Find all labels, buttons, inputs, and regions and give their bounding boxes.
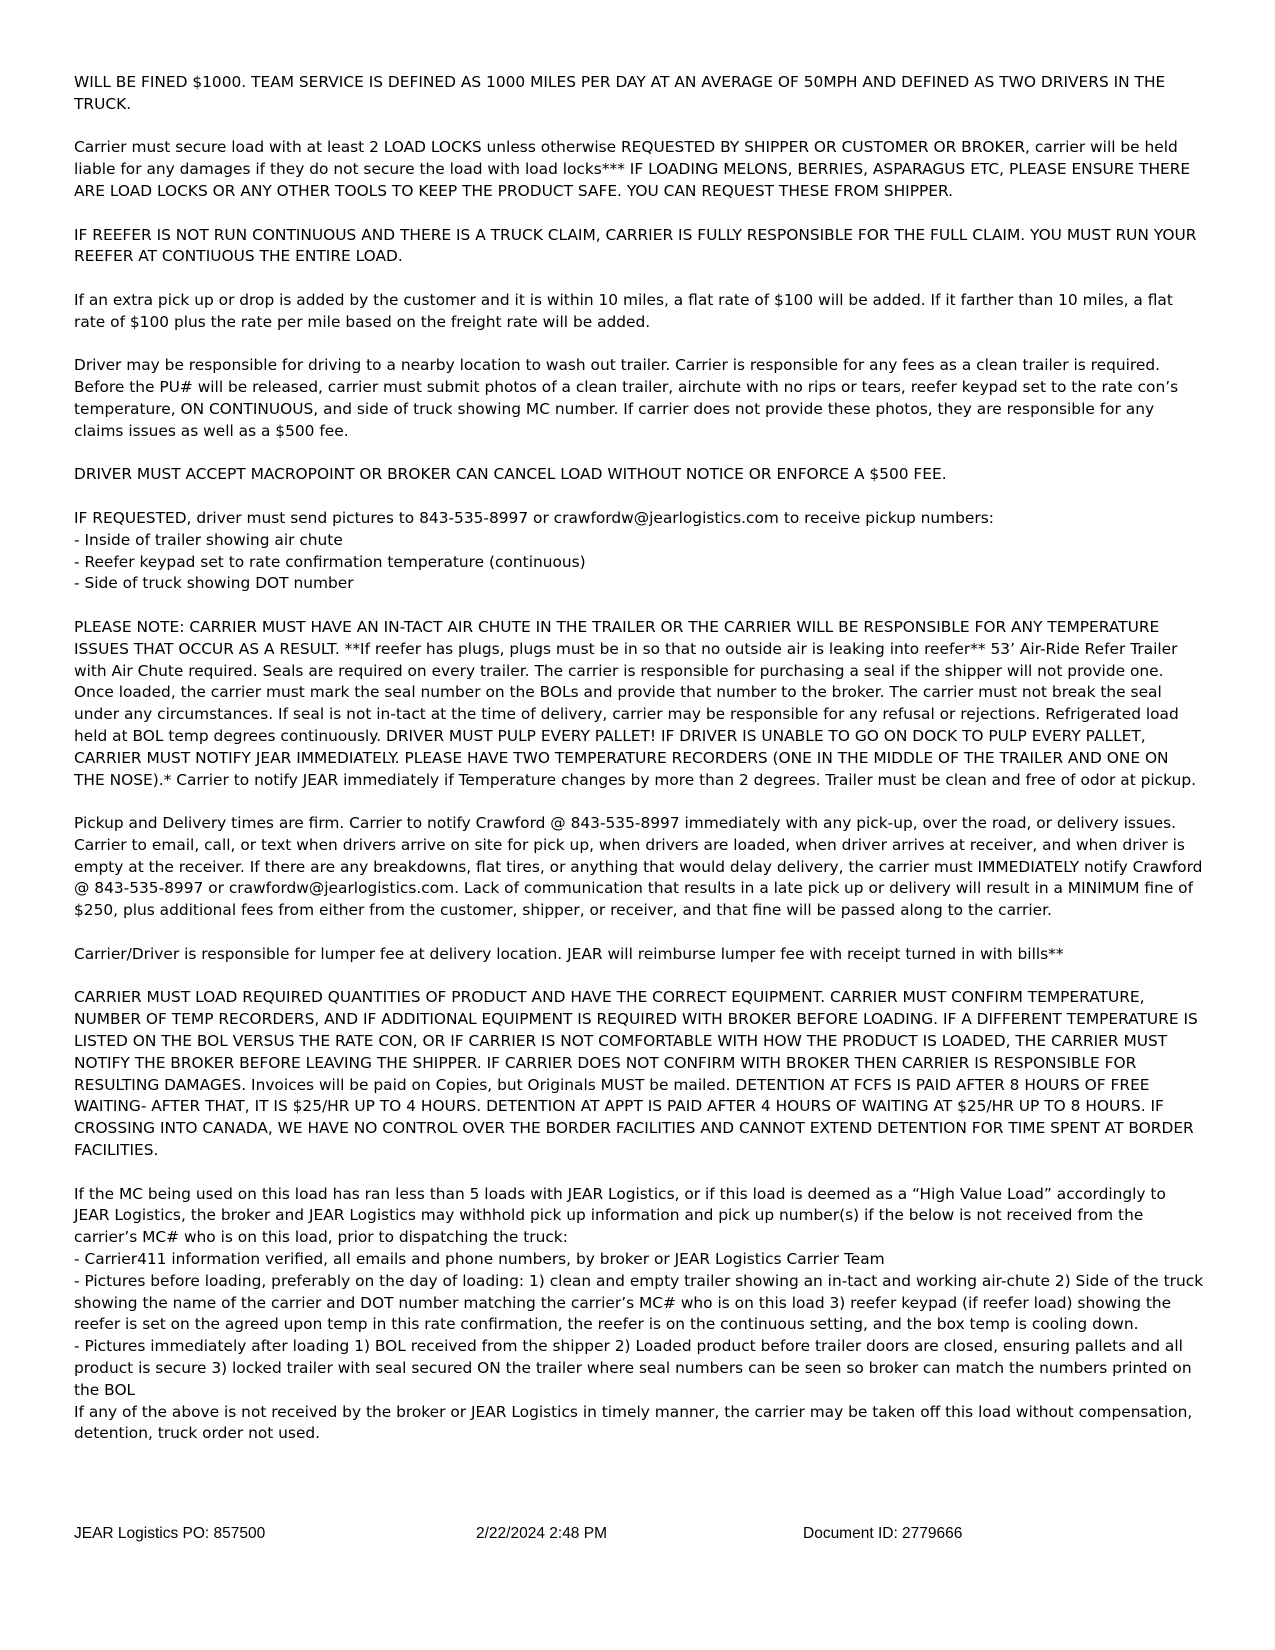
paragraph-line: If the MC being used on this load has ran less than 5 loads with JEAR Logistics, or if this load is deemed as a “High Value Load” accordingly to JEAR Logistics, the broker and JEAR Logistics may withhold pick up information and pick up number(s) if the below is not received from the carrier’s MC# who is on this load, prior to dispatching the truck: <box>74 1184 1166 1247</box>
paragraph-macropoint <box>74 464 1204 486</box>
paragraph-lumper-fee <box>74 944 1204 966</box>
paragraph-line: CARRIER MUST LOAD REQUIRED QUANTITIES OF PRODUCT AND HAVE THE CORRECT EQUIPMENT. CARRIER MUST CONFIRM TEMPERATURE, NUMBER OF TEMP RECORDERS, AND IF ADDITIONAL EQUIPMENT IS REQUIRED WITH BROKER BEFORE LOADING. IF A DIFFERENT TEMPERATURE IS LISTED ON THE BOL VERSUS THE RATE CON, OR IF CARRIER IS NOT COMFORTABLE WITH HOW THE PRODUCT IS LOADED, THE CARRIER MUST NOTIFY THE BROKER BEFORE LEAVING THE SHIPPER. IF CARRIER DOES NOT CONFIRM WITH BROKER THEN CARRIER IS RESPONSIBLE FOR RESULTING DAMAGES. Invoices will be paid on Copies, but Originals MUST be mailed. DETENTION AT FCFS IS PAID AFTER 8 HOURS OF FREE WAITING- AFTER THAT, IT IS $25/HR UP TO 4 HOURS. DETENTION AT APPT IS PAID AFTER 4 HOURS OF WAITING AT $25/HR UP TO 8 HOURS. IF CROSSING INTO CANADA, WE HAVE NO CONTROL OVER THE BORDER FACILITIES AND CANNOT EXTEND DETENTION FOR TIME SPENT AT BORDER FACILITIES. <box>74 988 1198 1160</box>
paragraph-line: DRIVER MUST ACCEPT MACROPOINT OR BROKER CAN CANCEL LOAD WITHOUT NOTICE OR ENFORCE A $500 FEE. <box>74 465 947 484</box>
paragraph-line: Driver may be responsible for driving to a nearby location to wash out trailer. Carrier is responsible for any fees as a clean trailer is required. Before the PU# will be released, carrier must submit photos of a clean trailer, airchute with no rips or tears, reefer keypad set to the rate con’s temperature, ON CONTINUOUS, and side of truck showing MC number. If carrier does not provide these photos, they are responsible for any claims issues as well as a $500 fee. <box>74 356 1179 440</box>
paragraph-line: Carrier/Driver is responsible for lumper fee at delivery location. JEAR will reimburse lumper fee with receipt turned in with bills** <box>74 944 1064 963</box>
paragraph-pickup-delivery <box>74 813 1204 922</box>
paragraph-reefer-continuous <box>74 225 1204 269</box>
paragraph-line: If any of the above is not received by the broker or JEAR Logistics in timely manner, the carrier may be taken off this load without compensation, detention, truck order not used. <box>74 1402 1193 1443</box>
paragraph-pickup-pictures <box>74 508 1204 595</box>
terms-body <box>74 72 1204 1467</box>
footer-document-id: Document ID: 2779666 <box>803 1525 963 1542</box>
list-item: - Carrier411 information verified, all emails and phone numbers, by broker or JEAR Logistics Carrier Team <box>74 1250 885 1269</box>
list-item: - Inside of trailer showing air chute <box>74 530 343 549</box>
paragraph-air-chute <box>74 617 1204 791</box>
paragraph-load-locks <box>74 137 1204 202</box>
paragraph-line: IF REQUESTED, driver must send pictures to 843-535-8997 or crawfordw@jearlogistics.com to receive pickup numbers: <box>74 508 994 527</box>
paragraph-line: If an extra pick up or drop is added by the customer and it is within 10 miles, a flat rate of $100 will be added. If it farther than 10 miles, a flat rate of $100 plus the rate per mile based on the freight rate will be added. <box>74 290 1173 331</box>
list-item: - Side of truck showing DOT number <box>74 574 354 593</box>
paragraph-team-service <box>74 72 1204 116</box>
footer-datetime: 2/22/2024 2:48 PM <box>476 1525 607 1542</box>
paragraph-equipment-detention <box>74 987 1204 1161</box>
footer-po-number: JEAR Logistics PO: 857500 <box>74 1525 266 1542</box>
paragraph-line: IF REEFER IS NOT RUN CONTINUOUS AND THERE IS A TRUCK CLAIM, CARRIER IS FULLY RESPONSIBLE FOR THE FULL CLAIM. YOU MUST RUN YOUR REEFER AT CONTIUOUS THE ENTIRE LOAD. <box>74 225 1197 266</box>
paragraph-extra-stop <box>74 290 1204 334</box>
paragraph-high-value-load <box>74 1184 1204 1446</box>
list-item: - Pictures immediately after loading 1) BOL received from the shipper 2) Loaded product before trailer doors are closed, ensuring pallets and all product is secure 3) locked trailer with seal secured ON the trailer where seal numbers can be seen so broker can match the numbers printed on the BOL <box>74 1337 1192 1399</box>
paragraph-line: WILL BE FINED $1000. TEAM SERVICE IS DEFINED AS 1000 MILES PER DAY AT AN AVERAGE OF 50MPH AND DEFINED AS TWO DRIVERS IN THE TRUCK. <box>74 73 1166 113</box>
list-item: - Reefer keypad set to rate confirmation temperature (continuous) <box>74 552 586 571</box>
paragraph-line: Pickup and Delivery times are firm. Carrier to notify Crawford @ 843-535-8997 immediately with any pick-up, over the road, or delivery issues. Carrier to email, call, or text when drivers arrive on site for pick up, when drivers are loaded, when driver arrives at receiver, and when driver is empty at the receiver. If there are any breakdowns, flat tires, or anything that would delay delivery, the carrier must IMMEDIATELY notify Crawford @ 843-535-8997 or crawfordw@jearlogistics.com. Lack of communication that results in a late pick up or delivery will result in a MINIMUM fine of $250, plus additional fees from either from the customer, shipper, or receiver, and that fine will be passed along to the carrier. <box>74 814 1203 920</box>
page-footer <box>0 1525 1275 1545</box>
paragraph-trailer-wash <box>74 355 1204 442</box>
list-item: - Pictures before loading, preferably on the day of loading: 1) clean and empty trailer showing an in-tact and working air-chute 2) Side of the truck showing the name of the carrier and DOT number matching the carrier’s MC# who is on this load 3) reefer keypad (if reefer load) showing the reefer is set on the agreed upon temp in this rate confirmation, the reefer is on the continuous setting, and the box temp is cooling down. <box>74 1271 1204 1334</box>
paragraph-line: PLEASE NOTE: CARRIER MUST HAVE AN IN-TACT AIR CHUTE IN THE TRAILER OR THE CARRIER WILL BE RESPONSIBLE FOR ANY TEMPERATURE ISSUES THAT OCCUR AS A RESULT. **If reefer has plugs, plugs must be in so that no outside air is leaking into reefer** 53’ Air-Ride Refer Trailer with Air Chute required. Seals are required on every trailer. The carrier is responsible for purchasing a seal if the shipper will not provide one. Once loaded, the carrier must mark the seal number on the BOLs and provide that number to the broker. The carrier must not break the seal under any circumstances. If seal is not in-tact at the time of delivery, carrier may be responsible for any refusal or rejections. Refrigerated load held at BOL temp degrees continuously. DRIVER MUST PULP EVERY PALLET! IF DRIVER IS UNABLE TO GO ON DOCK TO PULP EVERY PALLET, CARRIER MUST NOTIFY JEAR IMMEDIATELY. PLEASE HAVE TWO TEMPERATURE RECORDERS (ONE IN THE MIDDLE OF THE TRAILER AND ONE ON THE NOSE).* Carrier to notify JEAR immediately if Temperature changes by more than 2 degrees. Trailer must be clean and free of odor at pickup. <box>74 617 1196 789</box>
paragraph-line: Carrier must secure load with at least 2 LOAD LOCKS unless otherwise REQUESTED BY SHIPPER OR CUSTOMER OR BROKER, carrier will be held liable for any damages if they do not secure the load with load locks*** IF LOADING MELONS, BERRIES, ASPARAGUS ETC, PLEASE ENSURE THERE ARE LOAD LOCKS OR ANY OTHER TOOLS TO KEEP THE PRODUCT SAFE. YOU CAN REQUEST THESE FROM SHIPPER. <box>74 138 1191 200</box>
